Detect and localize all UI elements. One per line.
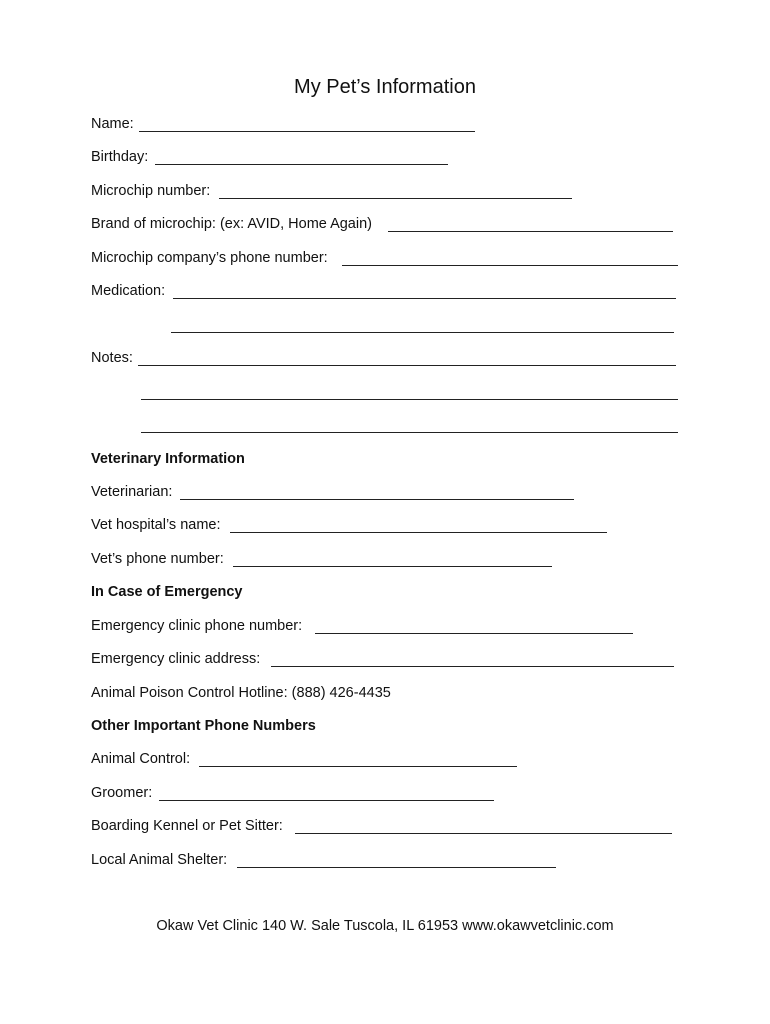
emergency-clinic-phone-line[interactable] bbox=[315, 633, 633, 634]
emergency-section-heading: In Case of Emergency bbox=[91, 584, 243, 600]
microchip-phone-label: Microchip company’s phone number: bbox=[91, 250, 328, 266]
emergency-clinic-address-label: Emergency clinic address: bbox=[91, 651, 261, 667]
veterinarian-label: Veterinarian: bbox=[91, 484, 173, 500]
name-label: Name: bbox=[91, 116, 134, 132]
poison-control-text: Animal Poison Control Hotline: (888) 426-4435 bbox=[91, 685, 391, 701]
vet-section-heading: Veterinary Information bbox=[91, 451, 245, 467]
name-line[interactable] bbox=[139, 131, 475, 132]
notes-line-1[interactable] bbox=[138, 365, 676, 366]
vet-phone-line[interactable] bbox=[233, 566, 552, 567]
notes-line-2[interactable] bbox=[141, 399, 678, 400]
footer-address: Okaw Vet Clinic 140 W. Sale Tuscola, IL 61953 www.okawvetclinic.com bbox=[156, 918, 614, 934]
groomer-line[interactable] bbox=[159, 800, 494, 801]
microchip-number-label: Microchip number: bbox=[91, 183, 211, 199]
microchip-brand-label: Brand of microchip: (ex: AVID, Home Again) bbox=[91, 216, 372, 232]
animal-control-line[interactable] bbox=[199, 766, 517, 767]
emergency-clinic-address-line[interactable] bbox=[271, 666, 674, 667]
notes-label: Notes: bbox=[91, 350, 133, 366]
shelter-line[interactable] bbox=[237, 867, 556, 868]
animal-control-label: Animal Control: bbox=[91, 751, 191, 767]
shelter-label: Local Animal Shelter: bbox=[91, 852, 228, 868]
microchip-number-line[interactable] bbox=[219, 198, 572, 199]
other-numbers-heading: Other Important Phone Numbers bbox=[91, 718, 316, 734]
medication-line-2[interactable] bbox=[171, 332, 674, 333]
vet-phone-label: Vet’s phone number: bbox=[91, 551, 224, 567]
medication-line-1[interactable] bbox=[173, 298, 676, 299]
page-title: My Pet’s Information bbox=[294, 76, 476, 98]
birthday-label: Birthday: bbox=[91, 149, 149, 165]
veterinarian-line[interactable] bbox=[180, 499, 574, 500]
boarding-label: Boarding Kennel or Pet Sitter: bbox=[91, 818, 283, 834]
medication-label: Medication: bbox=[91, 283, 166, 299]
vet-hospital-label: Vet hospital’s name: bbox=[91, 517, 221, 533]
birthday-line[interactable] bbox=[155, 164, 448, 165]
vet-hospital-line[interactable] bbox=[230, 532, 607, 533]
boarding-line[interactable] bbox=[295, 833, 672, 834]
emergency-clinic-phone-label: Emergency clinic phone number: bbox=[91, 618, 303, 634]
microchip-brand-line[interactable] bbox=[388, 231, 673, 232]
microchip-phone-line[interactable] bbox=[342, 265, 678, 266]
groomer-label: Groomer: bbox=[91, 785, 153, 801]
notes-line-3[interactable] bbox=[141, 432, 678, 433]
